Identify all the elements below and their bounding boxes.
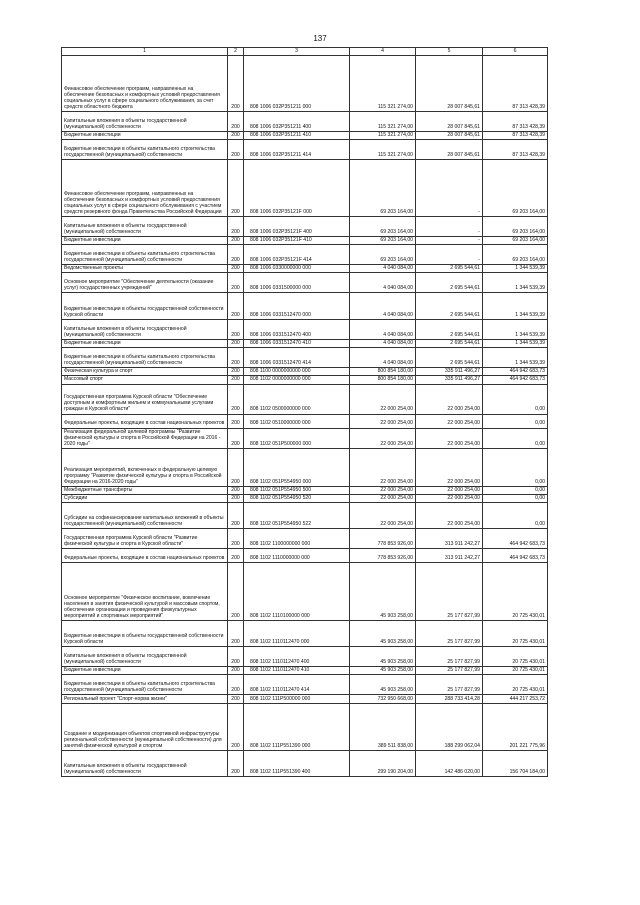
amount-executed: 25 177 827,99 [416,647,483,667]
table-row [62,448,548,486]
amount-executed: 22 000 254,00 [416,414,483,428]
item-name: Финансовое обеспечение программ, направленных на обеспечение безопасных и комфортных условий предоставления социальных услуг в сфере социального обслуживания, за счет средств областного бюджета [62,56,228,112]
budget-code: 808 1006 032P351211 410 [244,132,350,140]
column-2-value: 200 [228,132,244,140]
amount-remaining: 69 203 164,00 [483,160,548,217]
amount-remaining: 0,00 [483,414,548,428]
budget-code: 808 1006 032P35121F 000 [244,160,350,217]
item-name: Государственная программа Курской области "Развитие физической культуры и спорта в Курской области" [62,529,228,549]
budget-code: 808 1006 032P351211 400 [244,112,350,132]
item-name: Капитальные вложения в объекты государственной (муниципальной) собственности [62,217,228,237]
amount-remaining: 156 704 184,00 [483,751,548,777]
amount-approved: 22 000 254,00 [350,428,416,448]
item-name: Физическая культура и спорт [62,368,228,376]
budget-code: 808 1006 0331512470 410 [244,340,350,348]
budget-code: 808 1102 1110112470 414 [244,675,350,695]
amount-executed: 22 000 254,00 [416,448,483,486]
amount-approved: 22 000 254,00 [350,448,416,486]
amount-remaining: 464 942 683,73 [483,368,548,376]
table-row [62,112,548,132]
item-name: Бюджетные инвестиции в объекты государственной собственности Курской области [62,621,228,647]
amount-remaining: 20 725 430,01 [483,667,548,675]
item-name: Капитальные вложения в объекты государственной (муниципальной) собственности [62,320,228,340]
table-row [62,320,548,340]
amount-executed: 2 695 544,61 [416,265,483,273]
item-name: Федеральные проекты, входящие в состав национальных проектов [62,549,228,563]
amount-executed: 28 007 845,61 [416,132,483,140]
column-2-value: 200 [228,384,244,414]
amount-remaining: 464 942 683,73 [483,529,548,549]
column-2-value: 200 [228,486,244,494]
column-2-value: 200 [228,140,244,160]
budget-code: 808 1102 1110112470 400 [244,647,350,667]
amount-executed: - [416,245,483,265]
table-row [62,494,548,502]
amount-approved: 45 903 258,00 [350,667,416,675]
item-name: Основное мероприятие "Физическое воспитание, вовлечение населения в занятия физической культурой и массовым спортом, обеспечение организации и проведения физкультурных мероприятий и спортивных мероприятий" [62,563,228,621]
item-name: Ведомственные проекты [62,265,228,273]
amount-executed: 25 177 827,99 [416,667,483,675]
table-header-row [62,48,548,56]
item-name: Субсидии [62,494,228,502]
amount-executed: 313 911 242,27 [416,549,483,563]
amount-approved: 778 853 926,00 [350,549,416,563]
amount-approved: 4 040 084,00 [350,320,416,340]
amount-approved: 4 040 084,00 [350,340,416,348]
column-2-value: 200 [228,695,244,704]
amount-executed: 2 695 544,61 [416,340,483,348]
amount-remaining: 0,00 [483,428,548,448]
budget-code: 808 1100 0000000000 000 [244,368,350,376]
amount-remaining: 0,00 [483,503,548,529]
item-name: Федеральные проекты, входящие в состав национальных проектов [62,414,228,428]
budget-code: 808 1102 111P551390 400 [244,751,350,777]
table-row [62,695,548,704]
amount-remaining: 20 725 430,01 [483,563,548,621]
item-name: Региональный проект "Спорт-норма жизни" [62,695,228,704]
column-2-value: 200 [228,563,244,621]
column-2-value: 200 [228,160,244,217]
amount-approved: 778 853 926,00 [350,529,416,549]
amount-approved: 115 321 274,00 [350,140,416,160]
amount-executed: 2 695 544,61 [416,348,483,368]
amount-approved: 69 203 164,00 [350,160,416,217]
budget-code: 808 1102 0500000000 000 [244,384,350,414]
amount-remaining: 69 203 164,00 [483,237,548,245]
column-2-value: 200 [228,56,244,112]
amount-approved: 22 000 254,00 [350,503,416,529]
table-row [62,293,548,320]
table-row [62,704,548,751]
amount-approved: 115 321 274,00 [350,132,416,140]
item-name: Бюджетные инвестиции [62,340,228,348]
page-number: 137 [313,34,327,43]
amount-remaining: 464 942 683,73 [483,376,548,384]
table-row [62,160,548,217]
amount-executed: 22 000 254,00 [416,503,483,529]
amount-executed: 22 000 254,00 [416,384,483,414]
budget-code: 808 1006 032P35121F 414 [244,245,350,265]
budget-code: 808 1006 032P35121F 400 [244,217,350,237]
column-2-value: 200 [228,273,244,293]
amount-remaining: 20 725 430,01 [483,647,548,667]
amount-approved: 800 854 180,00 [350,376,416,384]
amount-remaining: 1 344 539,39 [483,320,548,340]
budget-code: 808 1006 032P351211 414 [244,140,350,160]
budget-code: 808 1006 0331512470 400 [244,320,350,340]
item-name: Капитальные вложения в объекты государственной (муниципальной) собственности [62,112,228,132]
amount-approved: 4 040 084,00 [350,273,416,293]
item-name: Финансовое обеспечение программ, направленных на обеспечение безопасных и комфортных условий предоставления социальных услуг в сфере социального обслуживания с участием средств резервного фонда Правительства Российской Федерации [62,160,228,217]
budget-code: 808 1006 0331500000 000 [244,273,350,293]
amount-executed: 313 911 242,27 [416,529,483,549]
column-2-value: 200 [228,647,244,667]
amount-remaining: 1 344 539,39 [483,265,548,273]
column-header: 5 [416,48,483,56]
column-2-value: 200 [228,348,244,368]
item-name: Бюджетные инвестиции [62,667,228,675]
item-name: Реализация мероприятий, включенных в федеральную целевую программу "Развитие физической культуры и спорта в Российской Федерации на 2016-2020 годы" [62,448,228,486]
table-row [62,217,548,237]
table-row [62,549,548,563]
amount-approved: 389 511 838,00 [350,704,416,751]
budget-code: 808 1102 0000000000 000 [244,376,350,384]
item-name: Капитальные вложения в объекты государственной (муниципальной) собственности [62,647,228,667]
amount-remaining: 0,00 [483,448,548,486]
column-2-value: 200 [228,529,244,549]
item-name: Государственная программа Курской области "Обеспечение доступным и комфортным жильем и коммунальными услугами граждан в Курской области" [62,384,228,414]
item-name: Реализация федеральной целевой программы "Развитие физической культуры и спорта в Российской Федерации на 2016 - 2020 годы" [62,428,228,448]
amount-approved: 69 203 164,00 [350,217,416,237]
amount-executed: - [416,160,483,217]
amount-executed: - [416,237,483,245]
item-name: Бюджетные инвестиции в объекты капитального строительства государственной (муниципальной) собственности [62,140,228,160]
amount-remaining: 1 344 539,39 [483,348,548,368]
item-name: Бюджетные инвестиции [62,132,228,140]
column-2-value: 200 [228,293,244,320]
amount-executed: 288 733 414,28 [416,695,483,704]
amount-executed: 2 695 544,61 [416,273,483,293]
amount-approved: 45 903 258,00 [350,621,416,647]
item-name: Бюджетные инвестиции в объекты капитального строительства государственной (муниципальной) собственности [62,348,228,368]
amount-approved: 4 040 084,00 [350,293,416,320]
table-row [62,237,548,245]
amount-remaining: 87 313 428,39 [483,56,548,112]
amount-executed: 28 007 845,61 [416,112,483,132]
amount-remaining: 69 203 164,00 [483,245,548,265]
item-name: Бюджетные инвестиции в объекты государственной собственности Курской области [62,293,228,320]
item-name: Субсидии на софинансирование капитальных вложений в объекты государственной (муниципальной) собственности [62,503,228,529]
column-2-value: 200 [228,428,244,448]
budget-code: 808 1102 0510000000 000 [244,414,350,428]
column-2-value: 200 [228,704,244,751]
column-2-value: 200 [228,675,244,695]
amount-remaining: 87 313 428,39 [483,132,548,140]
budget-code: 808 1102 1100000000 000 [244,529,350,549]
amount-executed: - [416,217,483,237]
amount-executed: 22 000 254,00 [416,494,483,502]
amount-executed: 2 695 544,61 [416,293,483,320]
amount-remaining: 0,00 [483,494,548,502]
table-row [62,56,548,112]
budget-code: 808 1102 1110100000 000 [244,563,350,621]
table-row [62,265,548,273]
table-row [62,368,548,376]
budget-code: 808 1102 051P554950 000 [244,448,350,486]
amount-approved: 45 903 258,00 [350,675,416,695]
item-name: Основное мероприятие "Обеспечение деятельности (оказание услуг) государственных учреждений" [62,273,228,293]
amount-remaining: 20 725 430,01 [483,621,548,647]
amount-approved: 22 000 254,00 [350,486,416,494]
amount-remaining: 444 217 253,72 [483,695,548,704]
amount-executed: 28 007 845,61 [416,140,483,160]
amount-approved: 45 903 258,00 [350,647,416,667]
column-2-value: 200 [228,320,244,340]
amount-approved: 69 203 164,00 [350,237,416,245]
amount-remaining: 201 221 775,96 [483,704,548,751]
column-2-value: 200 [228,621,244,647]
table-row [62,340,548,348]
amount-executed: 25 177 827,99 [416,621,483,647]
amount-remaining: 1 344 539,39 [483,293,548,320]
amount-approved: 732 950 668,00 [350,695,416,704]
budget-code: 808 1102 1110112470 410 [244,667,350,675]
column-2-value: 200 [228,494,244,502]
table-row [62,245,548,265]
table-row [62,621,548,647]
column-2-value: 200 [228,265,244,273]
column-header: 3 [244,48,350,56]
amount-remaining: 87 313 428,39 [483,140,548,160]
budget-code: 808 1102 1110112470 000 [244,621,350,647]
column-2-value: 200 [228,340,244,348]
column-header: 6 [483,48,548,56]
amount-remaining: 69 203 164,00 [483,217,548,237]
column-2-value: 200 [228,368,244,376]
item-name: Массовый спорт [62,376,228,384]
column-header: 4 [350,48,416,56]
budget-code: 808 1006 032P35121F 410 [244,237,350,245]
amount-remaining: 0,00 [483,486,548,494]
amount-executed: 335 911 496,27 [416,368,483,376]
amount-approved: 69 203 164,00 [350,245,416,265]
item-name: Создание и модернизация объектов спортивной инфраструктуры региональной собственности (муниципальной собственности) для занятий физической культурой и спортом [62,704,228,751]
item-name: Бюджетные инвестиции [62,237,228,245]
budget-code: 808 1006 0331512470 000 [244,293,350,320]
budget-code: 808 1102 111P500000 000 [244,695,350,704]
amount-executed: 28 007 845,61 [416,56,483,112]
amount-approved: 4 040 084,00 [350,265,416,273]
table-row [62,132,548,140]
table-row [62,675,548,695]
table-row [62,376,548,384]
amount-approved: 22 000 254,00 [350,384,416,414]
table-row [62,486,548,494]
amount-executed: 22 000 254,00 [416,486,483,494]
amount-approved: 22 000 254,00 [350,414,416,428]
column-2-value: 200 [228,245,244,265]
budget-table [61,47,548,777]
table-row [62,563,548,621]
column-2-value: 200 [228,217,244,237]
amount-approved: 115 321 274,00 [350,112,416,132]
column-2-value: 200 [228,549,244,563]
amount-executed: 188 299 062,04 [416,704,483,751]
item-name: Бюджетные инвестиции в объекты капитального строительства государственной (муниципальной) собственности [62,675,228,695]
table-row [62,273,548,293]
item-name: Капитальные вложения в объекты государственной (муниципальной) собственности [62,751,228,777]
table-row [62,348,548,368]
budget-code: 808 1102 1110000000 000 [244,549,350,563]
budget-code: 808 1102 051P554950 500 [244,486,350,494]
amount-approved: 22 000 254,00 [350,494,416,502]
column-header: 2 [228,48,244,56]
amount-approved: 4 040 084,00 [350,348,416,368]
amount-remaining: 1 344 539,39 [483,340,548,348]
budget-code: 808 1006 0331512470 414 [244,348,350,368]
amount-remaining: 0,00 [483,384,548,414]
amount-executed: 335 911 496,27 [416,376,483,384]
table-row [62,751,548,777]
amount-approved: 115 321 274,00 [350,56,416,112]
amount-remaining: 464 942 683,73 [483,549,548,563]
column-2-value: 200 [228,414,244,428]
item-name: Межбюджетные трансферты [62,486,228,494]
amount-executed: 142 486 020,00 [416,751,483,777]
budget-code: 808 1102 051P554950 520 [244,494,350,502]
table-row [62,428,548,448]
table-row [62,503,548,529]
amount-remaining: 87 313 428,39 [483,112,548,132]
budget-code: 808 1006 0330000000 000 [244,265,350,273]
amount-executed: 25 177 827,99 [416,563,483,621]
amount-executed: 22 000 254,00 [416,428,483,448]
budget-code: 808 1102 111P551390 000 [244,704,350,751]
column-2-value: 200 [228,376,244,384]
item-name: Бюджетные инвестиции в объекты капитального строительства государственной (муниципальной) собственности [62,245,228,265]
column-2-value: 200 [228,448,244,486]
table-row [62,529,548,549]
budget-code: 808 1006 032P351211 000 [244,56,350,112]
column-2-value: 200 [228,237,244,245]
amount-executed: 2 695 544,61 [416,320,483,340]
budget-code: 808 1102 051P500000 000 [244,428,350,448]
amount-remaining: 20 725 430,01 [483,675,548,695]
column-header: 1 [62,48,228,56]
table-row [62,140,548,160]
table-row [62,667,548,675]
amount-approved: 299 190 204,00 [350,751,416,777]
amount-approved: 45 903 258,00 [350,563,416,621]
column-2-value: 200 [228,667,244,675]
amount-remaining: 1 344 539,39 [483,273,548,293]
amount-executed: 25 177 827,99 [416,675,483,695]
table-row [62,384,548,414]
column-2-value: 200 [228,503,244,529]
column-2-value: 200 [228,751,244,777]
budget-code: 808 1102 051P554950 522 [244,503,350,529]
amount-approved: 800 854 180,00 [350,368,416,376]
column-2-value: 200 [228,112,244,132]
table-row [62,414,548,428]
table-row [62,647,548,667]
